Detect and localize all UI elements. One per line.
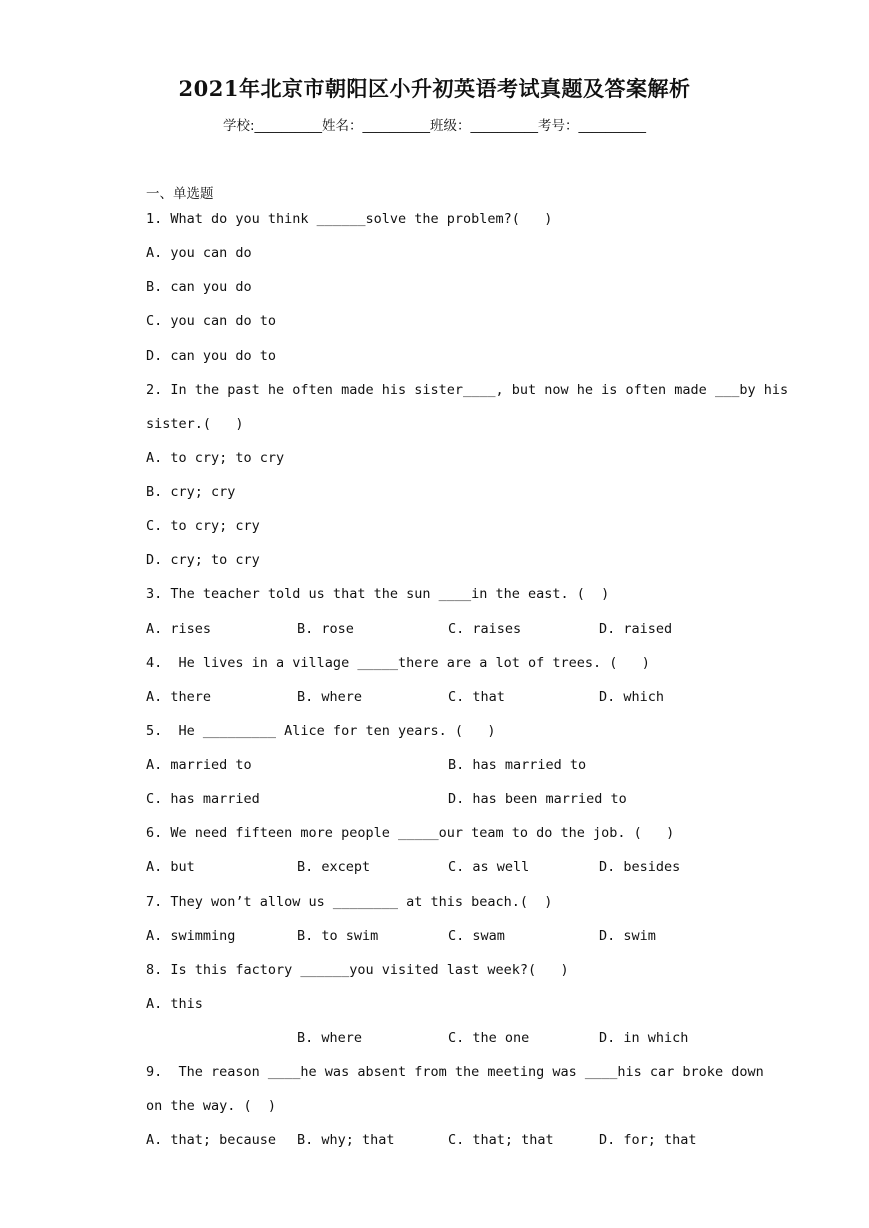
question-7-option-b: B. to swim	[297, 928, 379, 944]
question-6-stem: 6. We need fifteen more people _____our team to do the job. ( )	[146, 825, 675, 841]
question-8-option-c: C. the one	[448, 1030, 530, 1046]
question-2-option-d: D. cry; to cry	[146, 552, 260, 568]
question-4-option-d: D. which	[599, 689, 665, 705]
question-1-option-d: D. can you do to	[146, 348, 277, 364]
question-9-option-a: A. that; because	[146, 1132, 277, 1148]
question-2-stem-line-2: sister.( )	[146, 416, 244, 432]
question-3-stem: 3. The teacher told us that the sun ____in the east. ( )	[146, 586, 610, 602]
question-5-option-c: C. has married	[146, 791, 260, 807]
question-4-option-c: C. that	[448, 689, 505, 705]
page-title: 2021年北京市朝阳区小升初英语考试真题及答案解析	[178, 76, 691, 101]
question-2-stem-line-1: 2. In the past he often made his sister____, but now he is often made ___by his	[146, 382, 789, 398]
question-3-option-d: D. raised	[599, 621, 673, 637]
question-2-option-b: B. cry; cry	[146, 484, 236, 500]
question-1-option-a: A. you can do	[146, 245, 252, 261]
question-2-option-c: C. to cry; cry	[146, 518, 260, 534]
question-9-option-b: B. why; that	[297, 1132, 395, 1148]
question-5-option-b: B. has married to	[448, 757, 587, 773]
school-field: 学校:__________	[222, 118, 323, 134]
question-6-option-a: A. but	[146, 859, 195, 875]
question-9-stem-line-1: 9. The reason ____he was absent from the meeting was ____his car broke down	[146, 1064, 764, 1080]
question-5-option-a: A. married to	[146, 757, 252, 773]
question-9-option-c: C. that; that	[448, 1132, 554, 1148]
question-1-stem: 1. What do you think ______solve the problem?( )	[146, 211, 553, 227]
question-4-option-a: A. there	[146, 689, 212, 705]
question-7-stem: 7. They won’t allow us ________ at this beach.( )	[146, 894, 553, 910]
question-3-option-b: B. rose	[297, 621, 354, 637]
question-6-option-c: C. as well	[448, 859, 530, 875]
header-fields	[0, 114, 869, 134]
question-8-option-a: A. this	[146, 996, 203, 1012]
question-7-option-a: A. swimming	[146, 928, 236, 944]
question-5-stem: 5. He _________ Alice for ten years. ( )	[146, 723, 496, 739]
question-9-option-d: D. for; that	[599, 1132, 697, 1148]
question-8-stem: 8. Is this factory ______you visited last week?( )	[146, 962, 569, 978]
question-1-option-c: C. you can do to	[146, 313, 277, 329]
question-7-option-d: D. swim	[599, 928, 656, 944]
question-9-stem-line-2: on the way. ( )	[146, 1098, 277, 1114]
question-4-option-b: B. where	[297, 689, 363, 705]
question-3-option-a: A. rises	[146, 621, 212, 637]
question-7-option-c: C. swam	[448, 928, 505, 944]
question-1-option-b: B. can you do	[146, 279, 252, 295]
question-8-option-b: B. where	[297, 1030, 363, 1046]
question-4-stem: 4. He lives in a village _____there are a lot of trees. ( )	[146, 655, 650, 671]
question-6-option-d: D. besides	[599, 859, 681, 875]
question-6-option-b: B. except	[297, 859, 371, 875]
question-5-option-d: D. has been married to	[448, 791, 627, 807]
section-heading: 一、单选题	[146, 186, 214, 202]
question-2-option-a: A. to cry; to cry	[146, 450, 285, 466]
question-8-option-d: D. in which	[599, 1030, 689, 1046]
exam-number-field: 考号：__________	[538, 118, 647, 134]
question-3-option-c: C. raises	[448, 621, 522, 637]
class-field: 班级：__________	[430, 118, 539, 134]
name-field: 姓名：__________	[322, 118, 431, 134]
